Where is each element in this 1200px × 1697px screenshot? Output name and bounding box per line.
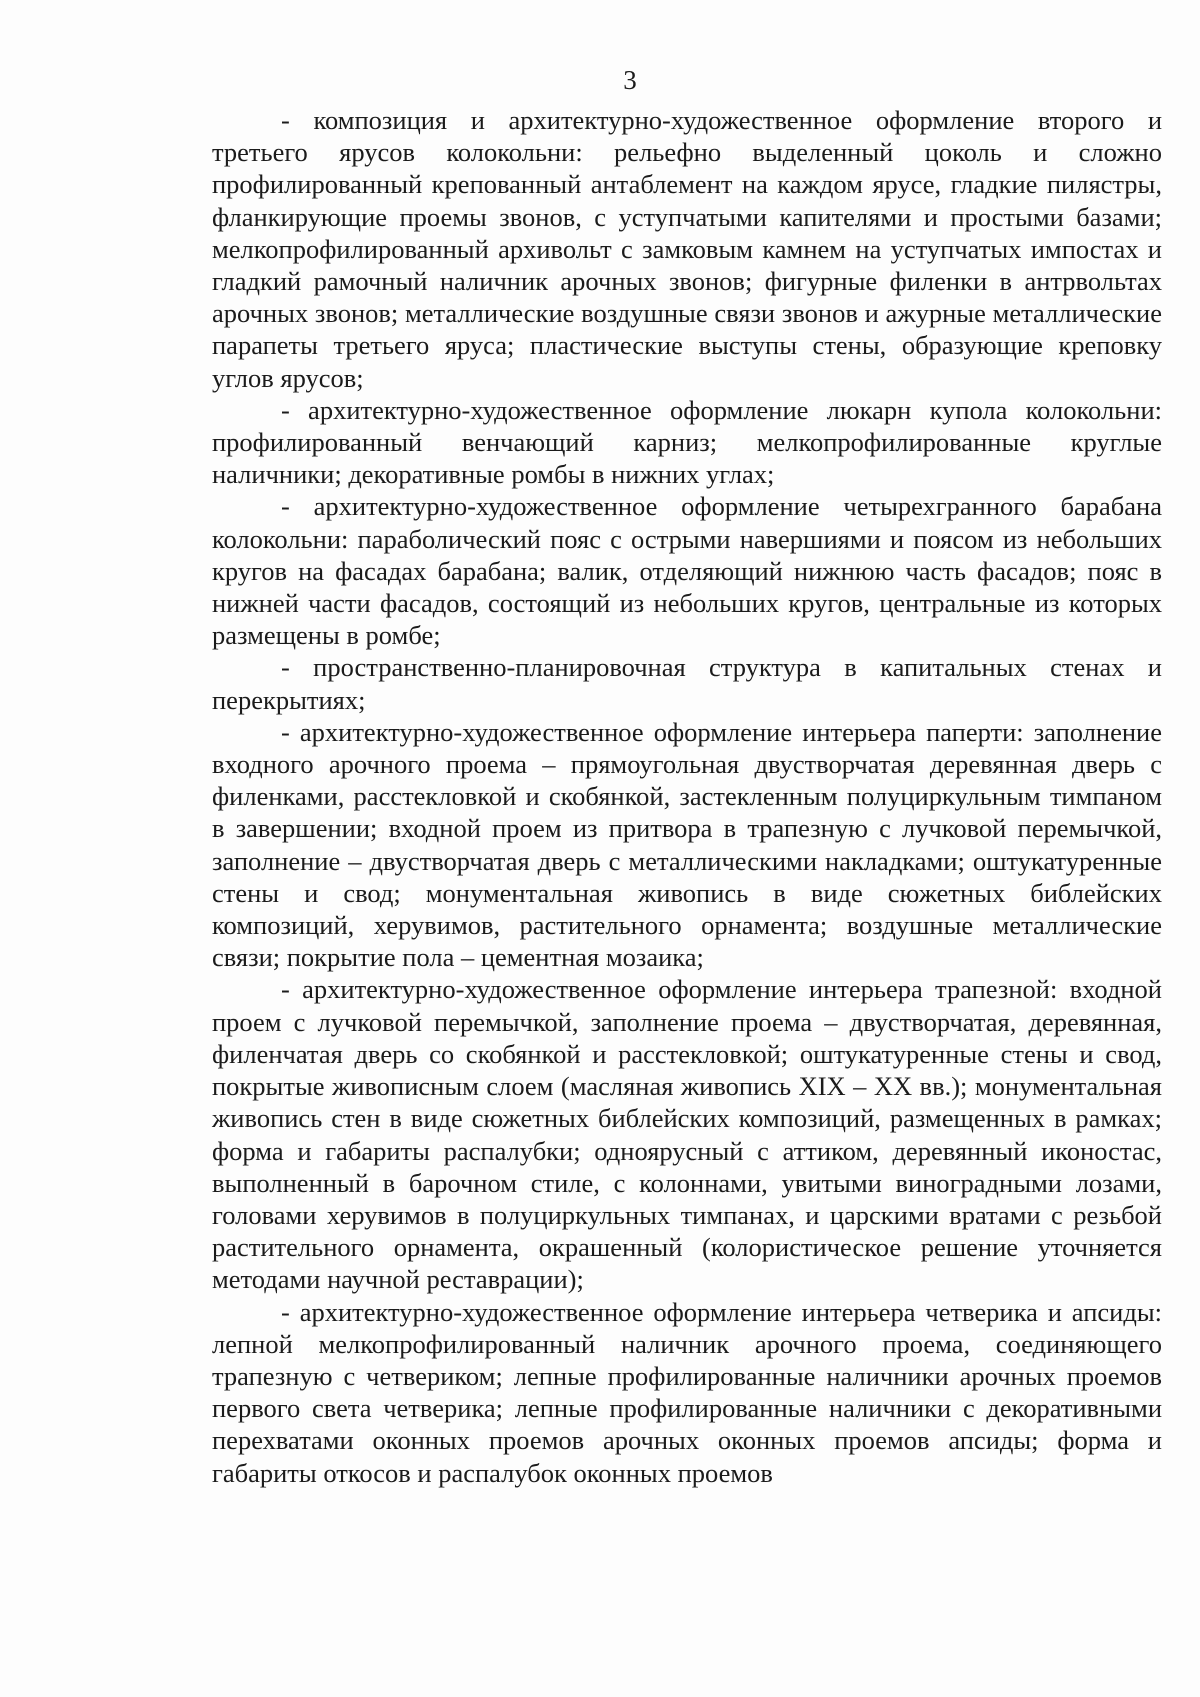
page-number: 3 — [623, 65, 637, 95]
paragraph-drum: - архитектурно-художественное оформление четырехгранного барабана колокольни: параболический пояс с острыми навершиями и поясом из небольших кругов на фасадах барабана; валик, отделяющий нижнюю часть фасадов; пояс в нижней части фасадов, состоящий из небольших кругов, центральные из которых размещены в ромбе; — [212, 491, 1162, 651]
paragraph-bell-tower-tiers: - композиция и архитектурно-художественное оформление второго и третьего ярусов колокольни: рельефно выделенный цоколь и сложно профилированный крепованный антаблемент на каждом ярусе, гладкие пилястры, фланкирующие проемы звонов, с уступчатыми капителями и простыми базами; мелкопрофилированный архивольт с замковым камнем на уступчатых импостах и гладкий рамочный наличник арочных звонов; фигурные филенки в антрвольтах арочных звонов; металлические воздушные связи звонов и ажурные металлические парапеты третьего яруса; пластические выступы стены, образующие креповку углов ярусов; — [212, 105, 1162, 393]
paragraph-refectory-interior: - архитектурно-художественное оформление интерьера трапезной: входной проем с лучковой перемычкой, заполнение проема – двустворчатая, деревянная, филенчатая дверь со скобянкой и расстекловкой; оштукатуренные стены и свод, покрытые живописным слоем (масляная живопись XIX – XX вв.); монументальная живопись стен в виде сюжетных библейских композиций, размещенных в рамках; форма и габариты распалубки; одноярусный с аттиком, деревянный иконостас, выполненный в барочном стиле, с колоннами, увитыми виноградными лозами, головами херувимов в полуциркульных тимпанах, и царскими вратами с резьбой растительного орнамента, окрашенный (колористическое решение уточняется методами научной реставрации); — [212, 974, 1162, 1295]
paragraph-dome-lucarnes: - архитектурно-художественное оформление люкарн купола колокольни: профилированный венчающий карниз; мелкопрофилированные круглые наличники; декоративные ромбы в нижних углах; — [212, 394, 1162, 490]
paragraph-chetverik-apse-interior: - архитектурно-художественное оформление интерьера четверика и апсиды: лепной мелкопрофилированный наличник арочного проема, соединяющего трапезную с четвериком; лепные профилированные наличники арочных проемов первого света четверика; лепные профилированные наличники с декоративными перехватами оконных проемов арочных оконных проемов апсиды; форма и габариты откосов и распалубок оконных проемов — [212, 1296, 1162, 1488]
document-body — [212, 104, 1162, 1489]
paragraph-porch-interior: - архитектурно-художественное оформление интерьера паперти: заполнение входного арочного проема – прямоугольная двустворчатая деревянная дверь с филенками, расстекловкой и скобянкой, застекленным полуциркульным тимпаном в завершении; входной проем из притвора в трапезную с лучковой перемычкой, заполнение – двустворчатая дверь с металлическими накладками; оштукатуренные стены и свод; монументальная живопись в виде сюжетных библейских композиций, херувимов, растительного орнамента; воздушные металлические связи; покрытие пола – цементная мозаика; — [212, 716, 1162, 973]
paragraph-planning-structure: - пространственно-планировочная структура в капитальных стенах и перекрытиях; — [212, 652, 1162, 715]
